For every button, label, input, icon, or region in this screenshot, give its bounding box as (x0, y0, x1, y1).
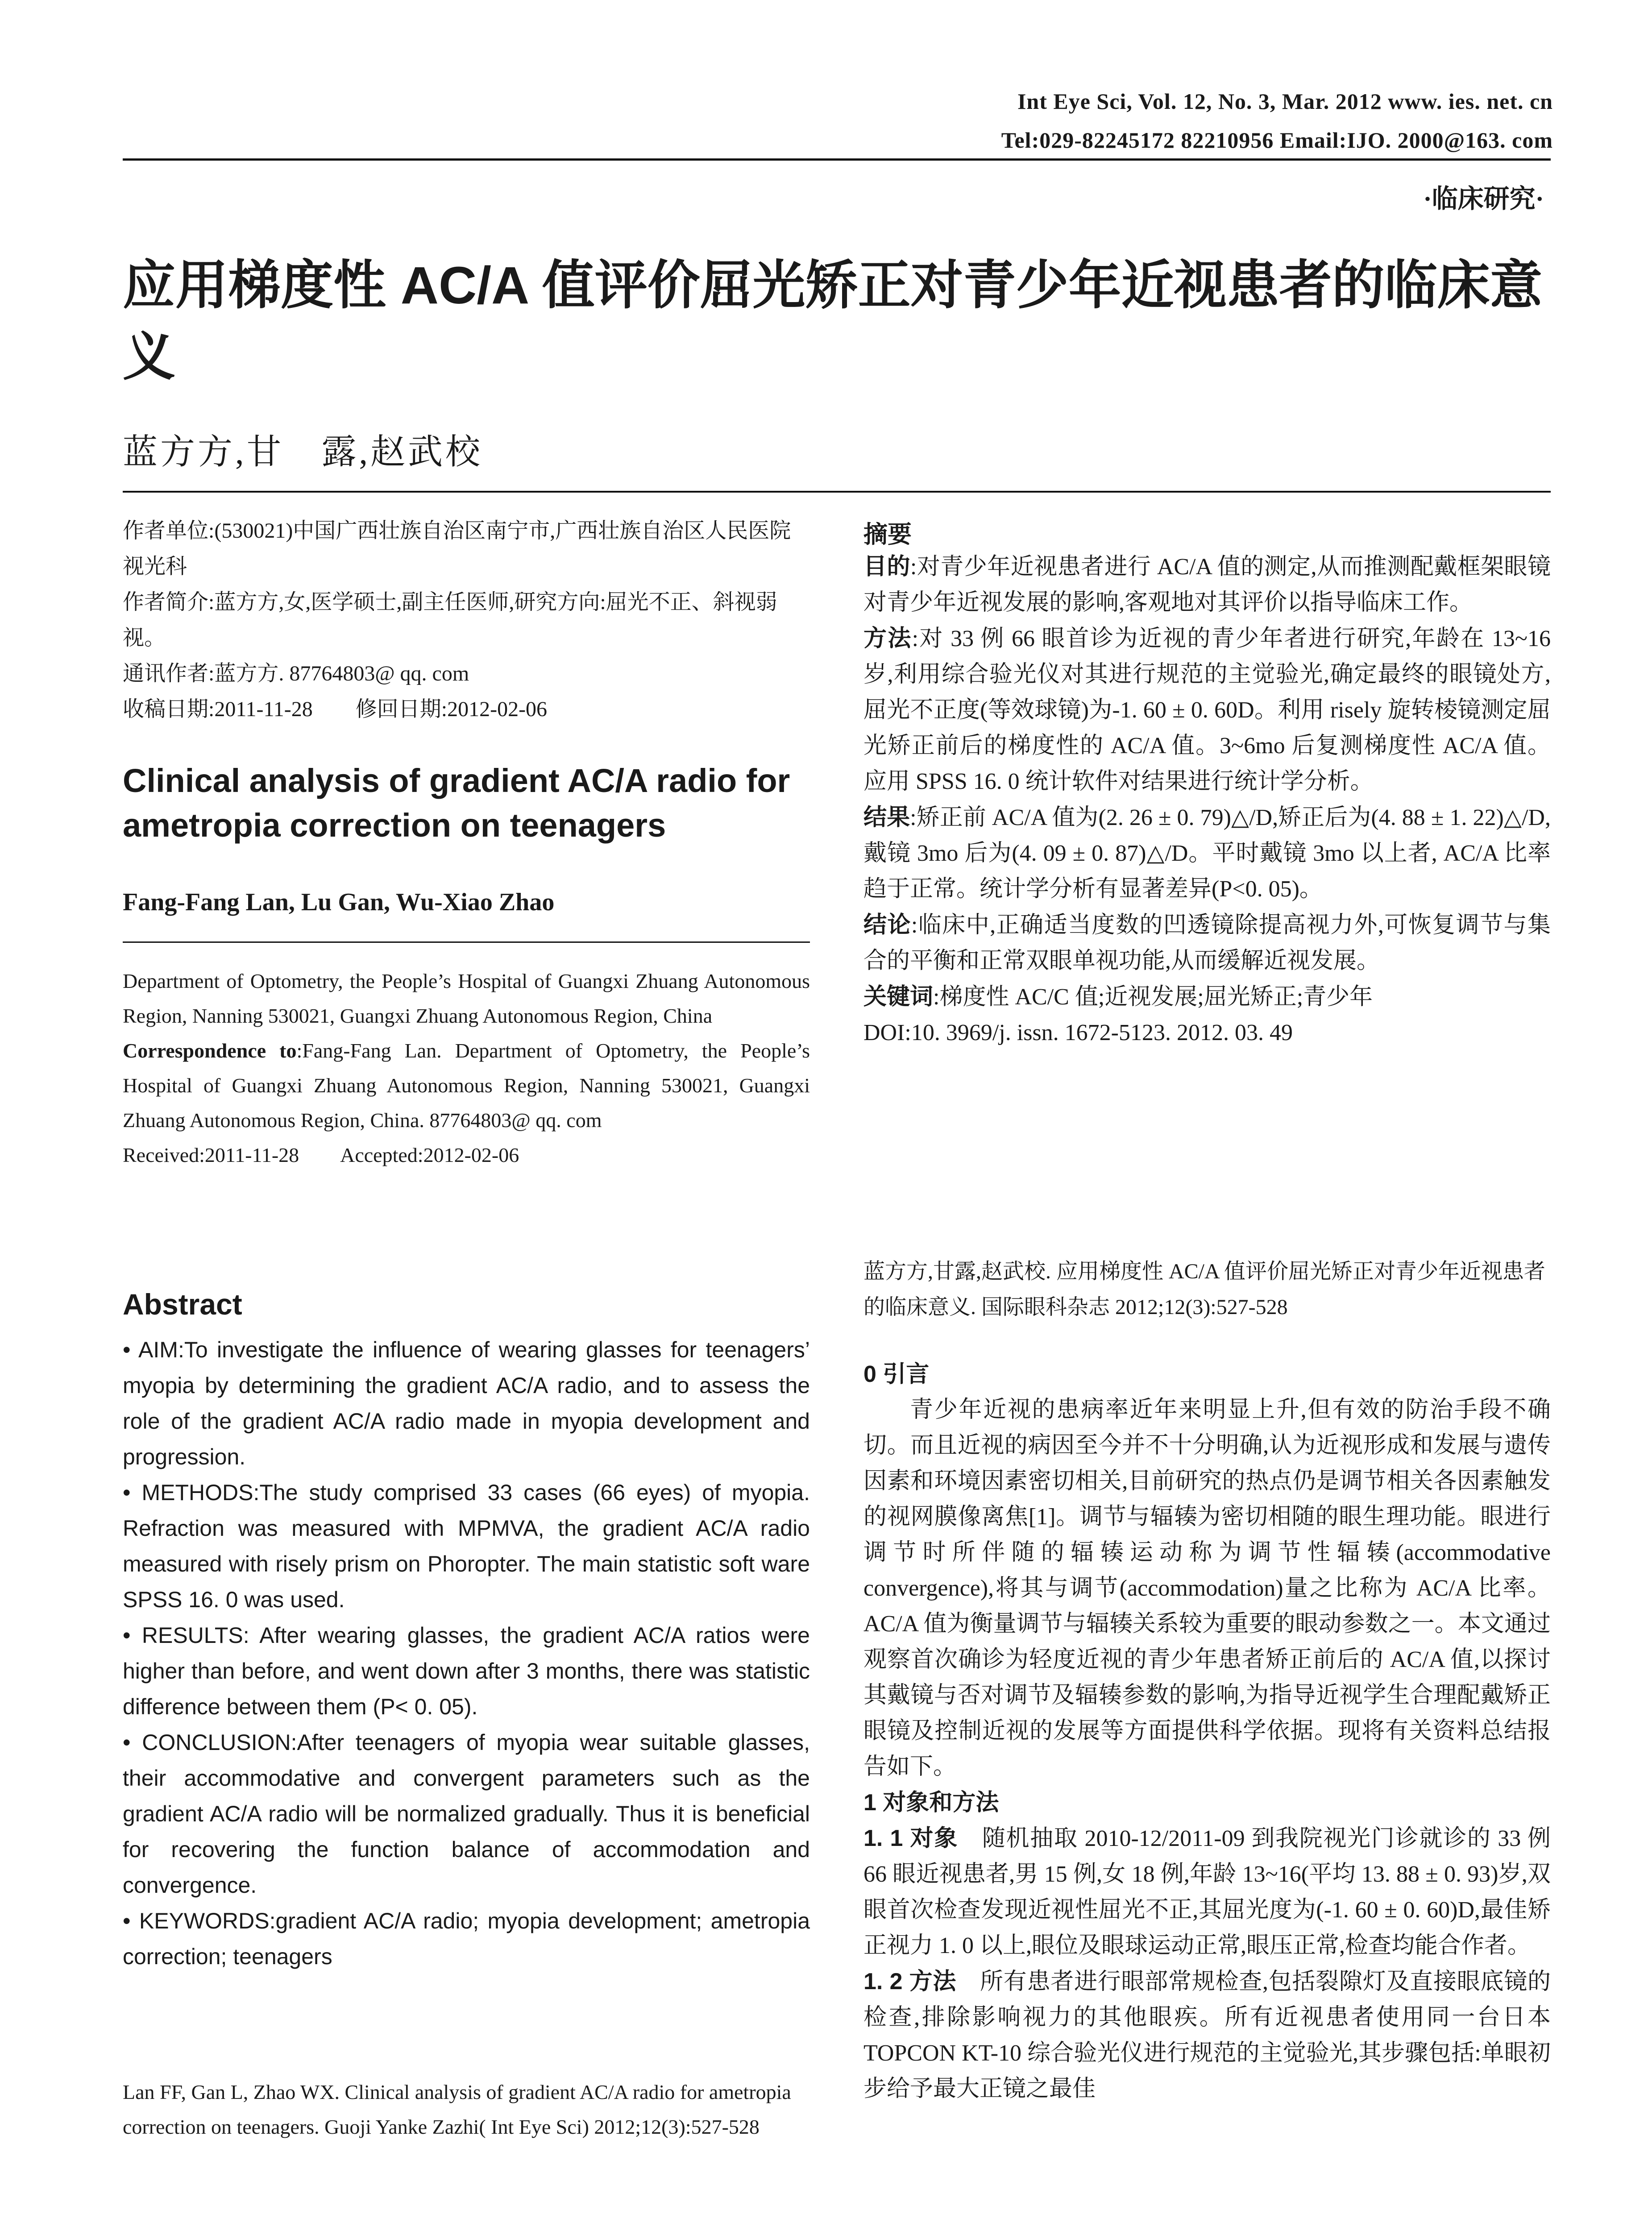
citation-en: Lan FF, Gan L, Zhao WX. Clinical analysis of gradient AC/A radio for ametropia correction on teenagers. Guoji Yanke Zazhi( Int Eye Sci) 2012;12(3):527-528 (123, 2081, 791, 2138)
methods-label: 方法 (863, 626, 912, 651)
body-text-cn (863, 1356, 1551, 2107)
results-text: :矫正前 AC/A 值为(2. 26 ± 0. 79)△/D,矫正后为(4. 88 ± 1. 22)△/D,戴镜 3mo 后为(4. 09 ± 0. 87)△/D。平时戴镜 3mo 以上者, AC/A 比率趋于正常。统计学分析有显著差异(P<0. 05)。 (863, 805, 1551, 902)
journal-header-line2: Tel:029-82245172 82210956 Email:IJO. 2000@163. com (1001, 128, 1553, 153)
authors-cn: 蓝方方,甘 露,赵武校 (123, 432, 483, 471)
section-label: ·临床研究· (1423, 184, 1544, 213)
aim-text: :对青少年近视患者进行 AC/A 值的测定,从而推测配戴框架眼镜对青少年近视发展的影响,客观地对其评价以指导临床工作。 (863, 554, 1551, 615)
abstract-keywords-en: • KEYWORDS:gradient AC/A radio; myopia development; ametropia correction; teenagers (123, 1908, 810, 1969)
correspondence-en (123, 1033, 810, 1138)
abstract-results-cn (863, 800, 1551, 907)
corresponding-author-cn: 通讯作者:蓝方方. 87764803@ qq. com (123, 662, 469, 685)
section1-1-paragraph (863, 1820, 1551, 1964)
abstract-conclusion-en: • CONCLUSION:After teenagers of myopia wear suitable glasses, their accommodative and convergent parameters such as the gradient AC/A radio will be normalized gradually. Thus it is beneficial for recovering the function balance of accommodation and convergence. (123, 1730, 810, 1898)
abstract-heading-en: Abstract (123, 1288, 242, 1321)
section1-1-text: 随机抽取 2010-12/2011-09 到我院视光门诊就诊的 33 例 66 眼近视患者,男 15 例,女 18 例,年龄 13~16(平均 13. 88 ± 0. 93)岁,双眼首次检查发现近视性屈光不正,其屈光度为(-1. 60 ± 0. 60)D,最佳矫正视力 1. 0 以上,眼位及眼球运动正常,眼压正常,检查均能合作者。 (863, 1826, 1551, 1958)
journal-header-line1: Int Eye Sci, Vol. 12, No. 3, Mar. 2012 www. ies. net. cn (1017, 89, 1553, 114)
abstract-body-en (123, 1332, 810, 1974)
affiliation-block-cn (123, 513, 810, 727)
section1-2-paragraph (863, 1964, 1551, 2107)
conclusion-label: 结论 (863, 912, 911, 938)
keywords-text: :梯度性 AC/C 值;近视发展;屈光矫正;青少年 (933, 984, 1373, 1010)
intro-paragraph: 青少年近视的患病率近年来明显上升,但有效的防治手段不确切。而且近视的病因至今并不十分明确,认为近视形成和发展与遗传因素和环境因素密切相关,目前研究的热点仍是调节相关各因素触发的视网膜像离焦[1]。调节与辐辏为密切相随的眼生理功能。眼进行调节时所伴随的辐辏运动称为调节性辐辏(accommodative convergence),将其与调节(accommodation)量之比称为 AC/A 比率。AC/A 值为衡量调节与辐辏关系较为重要的眼动参数之一。本文通过观察首次确诊为轻度近视的青少年患者矫正前后的 AC/A 值,以探讨其戴镜与否对调节及辐辏参数的影响,为指导近视学生合理配戴矫正眼镜及控制近视的发展等方面提供科学依据。现将有关资料总结报告如下。 (863, 1397, 1551, 1779)
article-title-en: Clinical analysis of gradient AC/A radio for ametropia correction on teenagers (123, 762, 790, 844)
intro-heading: 0 引言 (863, 1361, 930, 1387)
abstract-keywords-cn (863, 979, 1551, 1015)
department-en: Department of Optometry, the People’s Hospital of Guangxi Zhuang Autonomous Region, Nanning 530021, Guangxi Zhuang Autonomous Region, China (123, 970, 810, 1027)
abstract-aim-en: • AIM:To investigate the influence of wearing glasses for teenagers’ myopia by determining the gradient AC/A radio, and to assess the role of the gradient AC/A radio made in myopia development and progression. (123, 1337, 810, 1469)
department-en-block (123, 964, 810, 1173)
correspondence-text: :Fang-Fang Lan. Department of Optometry, the People’s Hospital of Guangxi Zhuang Autonomous Region, Nanning 530021, Guangxi Zhuang Autonomous Region, China. 87764803@ qq. com (123, 1039, 810, 1132)
results-label: 结果 (863, 804, 910, 830)
section1-2-label: 1. 2 方法 (863, 1969, 957, 1995)
abstract-results-en: • RESULTS: After wearing glasses, the gradient AC/A ratios were higher than before, and went down after 3 months, there was statistic difference between them (P< 0. 05). (123, 1623, 810, 1719)
author-bio-cn: 作者简介:蓝方方,女,医学硕士,副主任医师,研究方向:屈光不正、斜视弱视。 (123, 590, 777, 650)
title-rule (123, 491, 1551, 493)
article-title-cn: 应用梯度性 AC/A 值评价屈光矫正对青少年近视患者的临床意义 (123, 256, 1543, 386)
authors-en: Fang-Fang Lan, Lu Gan, Wu-Xiao Zhao (123, 888, 555, 916)
abstract-aim-cn (863, 549, 1551, 621)
dates-cn: 收稿日期:2011-11-28 修回日期:2012-02-06 (123, 697, 548, 721)
abstract-conclusion-cn (863, 907, 1551, 979)
abstract-body-cn (863, 549, 1551, 1051)
abstract-methods-cn (863, 621, 1551, 800)
aim-label: 目的 (863, 554, 910, 580)
section1-2-text: 所有患者进行眼部常规检查,包括裂隙灯及直接眼底镜的检查,排除影响视力的其他眼疾。所有近视患者使用同一台日本 TOPCON KT-10 综合验光仪进行规范的主觉验光,其步骤包括:单眼初步给予最大正镜之最佳 (863, 1969, 1551, 2102)
affiliation-cn: 作者单位:(530021)中国广西壮族自治区南宁市,广西壮族自治区人民医院视光科 (123, 519, 791, 578)
header-rule (123, 158, 1551, 161)
section1-heading: 1 对象和方法 (863, 1790, 999, 1816)
abstract-methods-en: • METHODS:The study comprised 33 cases (66 eyes) of myopia. Refraction was measured with MPMVA, the gradient AC/A radio measured with risely prism on Phoropter. The main statistic soft ware SPSS 16. 0 was used. (123, 1480, 810, 1612)
section1-1-label: 1. 1 对象 (863, 1825, 959, 1851)
abstract-heading-cn: 摘要 (863, 521, 912, 548)
correspondence-label: Correspondence to (123, 1039, 297, 1062)
methods-text: :对 33 例 66 眼首诊为近视的青少年者进行研究,年龄在 13~16 岁,利用综合验光仪对其进行规范的主觉验光,确定最终的眼镜处方,屈光不正度(等效球镜)为-1. 60 ± 0. 60D。利用 risely 旋转棱镜测定屈光矫正前后的梯度性的 AC/A 值。3~6mo 后复测梯度性 AC/A 值。应用 SPSS 16. 0 统计软件对结果进行统计学分析。 (863, 626, 1551, 794)
authors-rule (123, 941, 810, 943)
doi: DOI:10. 3969/j. issn. 1672-5123. 2012. 03. 49 (863, 1020, 1293, 1045)
conclusion-text: :临床中,正确适当度数的凹透镜除提高视力外,可恢复调节与集合的平衡和正常双眼单视功能,从而缓解近视发展。 (863, 912, 1551, 974)
citation-cn: 蓝方方,甘露,赵武校. 应用梯度性 AC/A 值评价屈光矫正对青少年近视患者的临床意义. 国际眼科杂志 2012;12(3):527-528 (863, 1260, 1546, 1319)
received-accepted-en: Received:2011-11-28 Accepted:2012-02-06 (123, 1144, 519, 1166)
keywords-label: 关键词 (863, 984, 934, 1010)
